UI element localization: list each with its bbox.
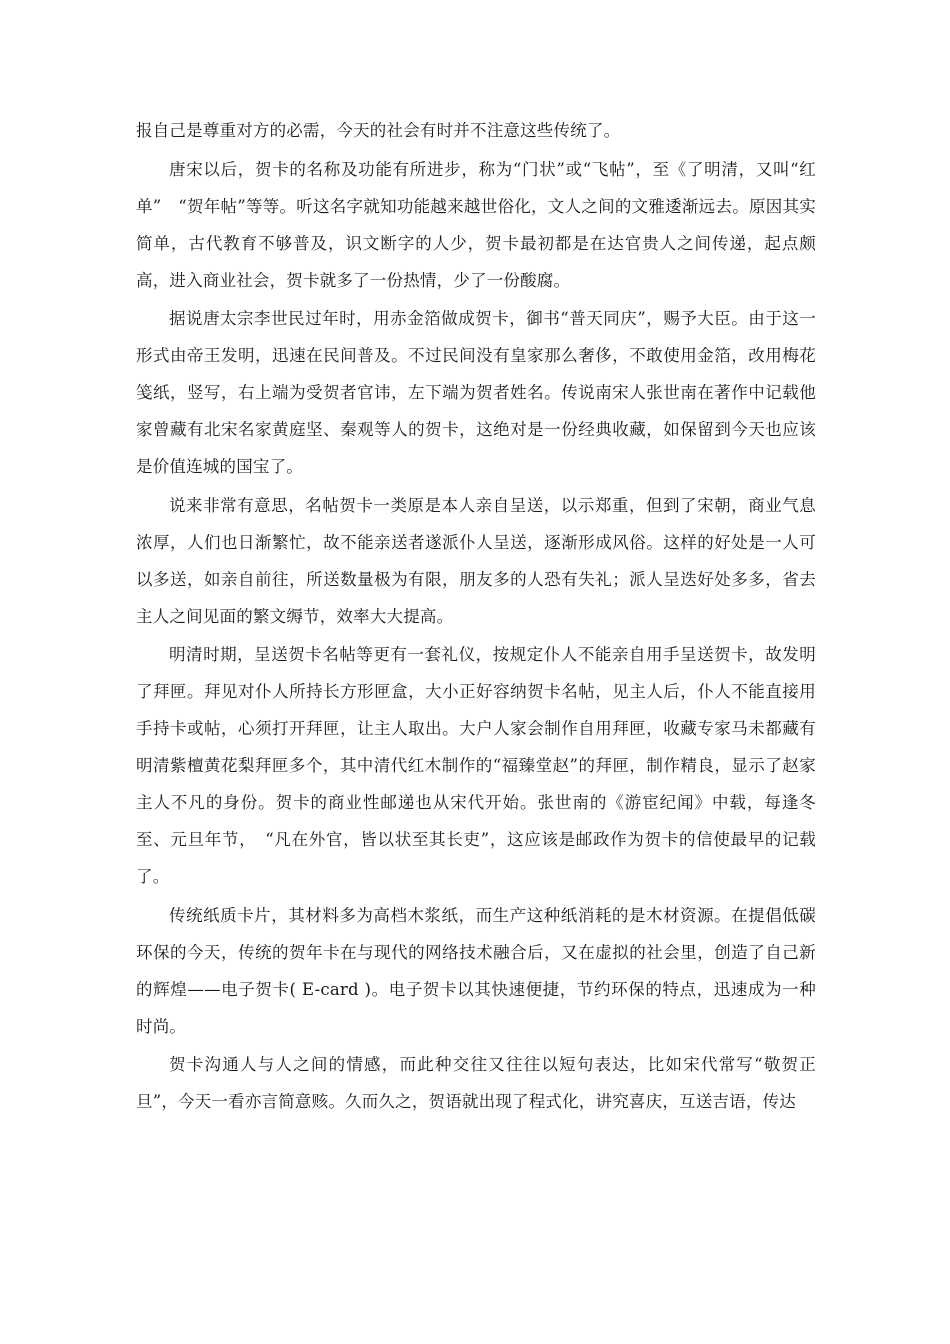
paragraph-6: 传统纸质卡片，其材料多为高档木浆纸，而生产这种纸消耗的是木材资源。在提倡低碳环保的今天，传统的贺年卡在与现代的网络技术融合后，又在虚拟的社会里，创造了自己新的辉煌——电子贺卡( E-card )。电子贺卡以其快速便捷，节约环保的特点，迅速成为一种时尚。 [136, 905, 816, 1036]
paragraph-4: 说来非常有意思，名帖贺卡一类原是本人亲自呈送，以示郑重，但到了宋朝，商业气息浓厚，人们也日渐繁忙，故不能亲送者遂派仆人呈送，逐渐形成风俗。这样的好处是一人可以多送，如亲自前往，所送数量极为有限，朋友多的人恐有失礼；派人呈迭好处多多，省去主人之间见面的繁文缛节，效率大大提高。 [136, 495, 816, 626]
paragraph-3: 据说唐太宗李世民过年时，用赤金箔做成贺卡，御书“普天同庆”，赐予大臣。由于这一形式由帝王发明，迅速在民间普及。不过民间没有皇家那么奢侈，不敢使用金箔，改用梅花笺纸，竖写，右上端为受贺者官讳，左下端为贺者姓名。传说南宋人张世南在著作中记载他家曾藏有北宋名家黄庭坚、秦观等人的贺卡，这绝对是一份经典收藏，如保留到今天也应该是价值连城的国宝了。 [136, 309, 816, 476]
paragraph-5: 明清时期，呈送贺卡名帖等更有一套礼仪，按规定仆人不能亲自用手呈送贺卡，故发明了拜匣。拜见对仆人所持长方形匣盒，大小正好容纳贺卡名帖，见主人后，仆人不能直接用手持卡或帖，心须打开拜匣，让主人取出。大户人家会制作自用拜匣，收藏专家马未都藏有明清紫檀黄花梨拜匣多个，其中清代红木制作的“福臻堂赵”的拜匣，制作精良，显示了赵家主人不凡的身份。贺卡的商业性邮递也从宋代开始。张世南的《游宦纪闻》中载，每逢冬至、元旦年节， “凡在外官，皆以状至其长吏”，这应该是邮政作为贺卡的信使最早的记载了。 [136, 645, 816, 886]
paragraph-7: 贺卡沟通人与人之间的情感，而此种交往又往往以短句表达，比如宋代常写“敬贺正旦”，今天一看亦言简意赅。久而久之，贺语就出现了程式化，讲究喜庆，互送吉语，传达 [136, 1055, 816, 1111]
document-body [136, 112, 816, 1122]
paragraph-2: 唐宋以后，贺卡的名称及功能有所进步，称为“门状”或“飞帖”，至《了明清，又叫“红单” “贺年帖”等等。听这名字就知功能越来越世俗化，文人之间的文雅逶渐远去。原因其实简单，古代教育不够普及，识文断字的人少，贺卡最初都是在达官贵人之间传递，起点颇高，进入商业社会，贺卡就多了一份热情，少了一份酸腐。 [136, 159, 816, 290]
paragraph-1: 报自己是尊重对方的必需，今天的社会有时并不注意这些传统了。 [136, 121, 621, 140]
